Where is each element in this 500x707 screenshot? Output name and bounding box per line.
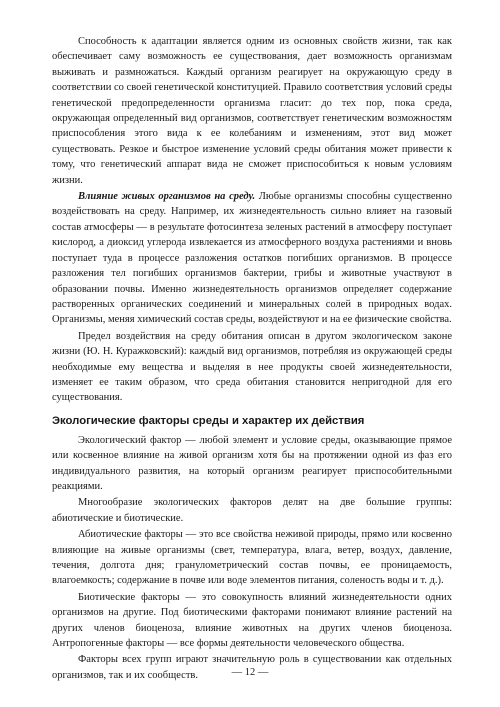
paragraph-conclusion: Факторы всех групп играют значительную роль в существовании как отдельных организмов, так и их сообществ. [52, 654, 452, 681]
paragraph-abiotic: Абиотические факторы — это все свойства неживой природы, прямо или косвенно влияющие на живые организмы (свет, температура, влага, ветер, воздух, давление, течения, долгота дня; гранулометрический состав почвы, ее проницаемость, влагоемкость; содержание в почве или воде элементов питания, соленость воды и т. д.). [52, 529, 452, 587]
paragraph-biotic: Биотические факторы — это совокупность влияний жизнедеятельности одних организмов на другие. Под биотическими факторами понимают влияние растений на других членов биоценоза, влияние животных на других членов биоценоза. Антропогенные факторы — все формы деятельности человеческого общества. [52, 591, 452, 650]
paragraph-ecological-factor: Экологический фактор — любой элемент и условие среды, оказывающие прямое или косвенное влияние на живой организм хотя бы на протяжении одной из фаз его индивидуального развития, на который организм реагирует приспособительными реакциями. [52, 434, 452, 492]
paragraph-lead-in: Влияние живых организмов на среду. [78, 191, 256, 203]
page-number: — 12 — [231, 667, 269, 678]
paragraph-factor-groups: Многообразие экологических факторов делят на две большие группы: абиотические и биотические. [52, 497, 452, 524]
paragraph-influence [52, 189, 452, 328]
paragraph-kurazhkovsky-law: Предел воздействия на среду обитания описан в другом экологическом законе жизни (Ю. Н. Куражковский): каждый вид организмов, потребляя из окружающей среды необходимые ему вещества и выделяя в нее продукты своей жизнедеятельности, изменяет ее таким образом, что среда обитания становится непригодной для его существования. [52, 330, 452, 404]
paragraph-influence-text: Любые организмы способны существенно воздействовать на среду. Например, их жизнедеятельность сильно влияет на газовый состав атмосферы — в результате фотосинтеза зеленых растений в атмосферу поступает кислород, а диоксид углерода извлекается из атмосферного воздуха растениями и вновь поступает туда в процессе разложения остатков погибших организмов. В процессе разложения тел погибших организмов бактерии, грибы и животные участвуют в образовании почвы. Именно жизнедеятельность организмов определяет содержание растворенных органических соединений и минеральных солей в природных водах. Организмы, меняя химический состав среды, воздействуют и на ее физические свойства. [52, 191, 452, 326]
paragraph-adaptation: Способность к адаптации является одним из основных свойств жизни, так как обеспечивает саму возможность ее существования, дает возможность организмам выживать и размножаться. Каждый организм реагирует на окружающую среду в соответствии со своей генетической конституцией. Правило соответствия условий среды генетической предопределенности организма гласит: до тех пор, пока среда, окружающая определенный вид организмов, соответствует генетическим возможностям приспособления этого вида к ее колебаниям и изменениям, этот вид может существовать. Резкое и быстрое изменение условий среды обитания может привести к тому, что генетический аппарат вида не сможет приспособиться к новым условиям жизни. [52, 36, 452, 186]
section-heading: Экологические факторы среды и характер их действия [52, 414, 365, 427]
